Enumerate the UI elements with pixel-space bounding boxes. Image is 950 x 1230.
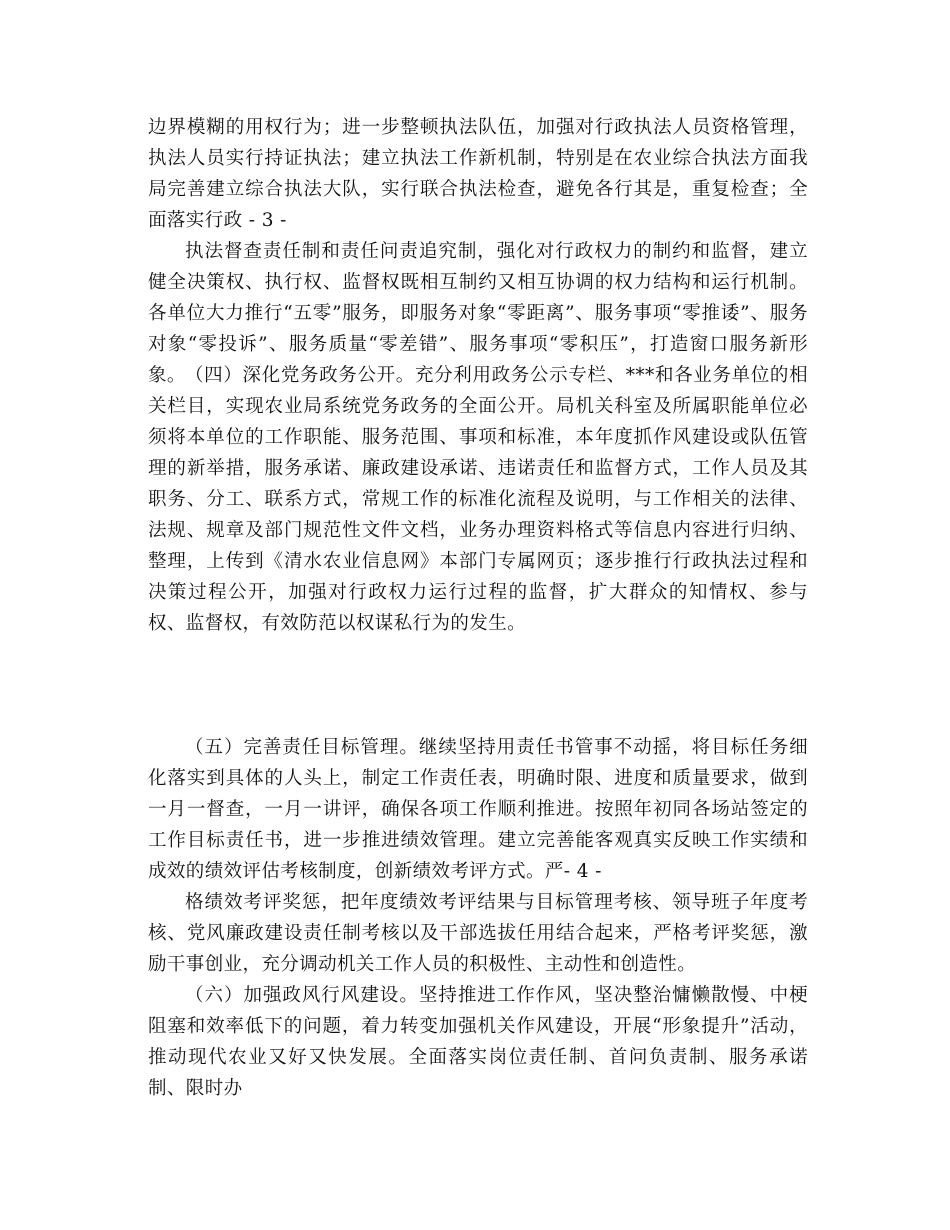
paragraph-2: 执法督查责任制和责任问责追究制，强化对行政权力的制约和监督，建立健全决策权、执行权、监督权既相互制约又相互协调的权力结构和运行机制。各单位大力推行“五零”服务，即服务对象“零距离”、服务事项“零推诿”、服务对象“零投诉”、服务质量“零差错”、服务事项“零积压”，打造窗口服务新形象。 (148, 241, 808, 386)
paragraph-4: （五）完善责任目标管理。继续坚持用责任书管事不动摇，将目标任务细化落实到具体的人头上，制定工作责任表，明确时限、进度和质量要求，做到一月一督查，一月一讲评，确保各项工作顺利推进。按照年初同各场站签定的工作目标责任书，进一步推进绩效管理。建立完善能客观真实反映工作实绩和成效的绩效评估考核制度，创新绩效考评方式。严- 4 - (148, 737, 808, 882)
paragraph-3: （四）深化党务政务公开。充分利用政务公示专栏、***和各业务单位的相关栏目，实现农业局系统党务政务的全面公开。局机关科室及所属职能单位必须将本单位的工作职能、服务范围、事项和标准，本年度抓作风建设或队伍管理的新举措，服务承诺、廉政建设承诺、违诺责任和监督方式，工作人员及其职务、分工、联系方式，常规工作的标准化流程及说明，与工作相关的法律、法规、规章及部门规范性文件文档，业务办理资料格式等信息内容进行归纳、整理，上传到《清水农业信息网》本部门专属网页；逐步推行行政执法过程和决策过程公开，加强对行政权力运行过程的监督，扩大群众的知情权、参与权、监督权，有效防范以权谋私行为的发生。 (148, 365, 808, 634)
paragraph-6: （六）加强政风行风建设。坚持推进工作作风，坚决整治慵懒散慢、中梗阻塞和效率低下的问题，着力转变加强机关作风建设，开展“形象提升”活动，推动现代农业又好又快发展。全面落实岗位责任制、首问负责制、服务承诺制、限时办 (148, 985, 808, 1099)
paragraph-1: 边界模糊的用权行为；进一步整顿执法队伍，加强对行政执法人员资格管理，执法人员实行持证执法；建立执法工作新机制，特别是在农业综合执法方面我局完善建立综合执法大队，实行联合执法检查，避免各行其是，重复检查；全面落实行政 - 3 - (148, 117, 808, 231)
paragraph-5: 格绩效考评奖惩，把年度绩效考评结果与目标管理考核、领导班子年度考核、党风廉政建设责任制考核以及干部选拔任用结合起来，严格考评奖惩，激励干事创业，充分调动机关工作人员的积极性、主动性和创造性。 (148, 892, 808, 975)
